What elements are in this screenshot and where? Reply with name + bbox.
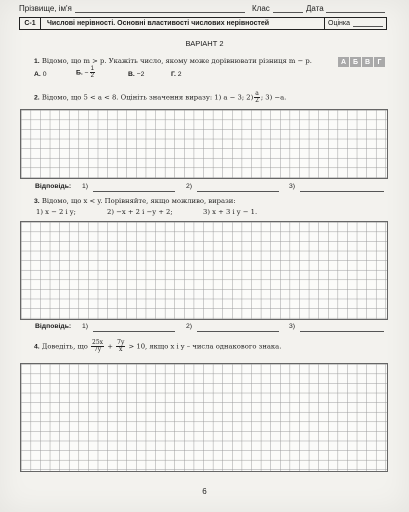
task2-answer-2-label: 2) — [186, 183, 193, 190]
answer-cell-a[interactable]: А — [338, 57, 350, 67]
task1-option-b: Б. − $\frac{1}{2}$ — [76, 66, 94, 79]
task3-answer-2-line[interactable] — [197, 331, 279, 332]
task3-text: 3. Відомо, що x < y. Порівняйте, якщо можливо, вирази: — [34, 197, 236, 205]
task2-answer-label: Відповідь: — [35, 183, 72, 190]
task1-number: 1. — [34, 58, 40, 65]
task3-answer-3-label: 3) — [289, 323, 296, 330]
topic-bar — [19, 17, 387, 30]
task2-answer-1-label: 1) — [82, 183, 89, 190]
date-field-line[interactable] — [326, 12, 385, 13]
variant-title: ВАРІАНТ 2 — [185, 39, 224, 48]
grade-line — [353, 20, 383, 27]
topic-code: С-1 — [20, 18, 41, 29]
answer-cell-g[interactable]: Г — [374, 57, 386, 67]
task3-answer-3-line[interactable] — [300, 331, 384, 332]
task2-answer-1-line[interactable] — [93, 191, 175, 192]
answer-cell-v[interactable]: В — [362, 57, 374, 67]
task4-work-grid[interactable] — [20, 363, 388, 472]
task3-answer-1-line[interactable] — [93, 331, 175, 332]
task2-text: 2. Відомо, що 5 < a < 8. Оцініть значення виразу: 1) a − 3; 2) $\frac{a}{2}$ ; 3) −a. — [34, 90, 287, 104]
task1-option-v: В. −2 — [128, 71, 145, 78]
class-field-line[interactable] — [273, 12, 303, 13]
task3-work-grid[interactable] — [20, 221, 388, 320]
task2-work-grid[interactable] — [20, 109, 388, 179]
task2-answer-3-line[interactable] — [300, 191, 384, 192]
class-label: Клас — [252, 4, 270, 13]
task3-answer-2-label: 2) — [186, 323, 193, 330]
page-number: 6 — [202, 487, 207, 496]
task2-fraction: $\frac{a}{2}$ — [255, 90, 259, 104]
task3-number: 3. — [34, 198, 40, 205]
task3-answer-1-label: 1) — [82, 323, 89, 330]
task4-fraction-1: $\frac{25x}{7y}$ — [92, 339, 104, 353]
task4-fraction-2: $\frac{7y}{x}$ — [117, 339, 125, 353]
task1-option-g: Г. 2 — [171, 71, 182, 78]
date-label: Дата — [306, 4, 324, 13]
task2-number: 2. — [34, 94, 40, 102]
task1-option-a: А. 0 — [34, 71, 47, 78]
task4-text: 4. Доведіть, що $\frac{25x}{7y}$ + $\frac{7y}{x}$ > 10, якщо x і y – числа однакового знака. — [34, 339, 282, 353]
task3-sub1: 1) x − 2 і y; — [36, 208, 76, 216]
name-field-line[interactable] — [75, 12, 245, 13]
task2-answer-3-label: 3) — [289, 183, 296, 190]
name-label: Прізвище, ім'я — [19, 4, 72, 13]
task3-sub2: 2) −x + 2 і −y + 2; — [107, 208, 173, 216]
grade-field[interactable] — [324, 18, 386, 29]
task4-number: 4. — [34, 343, 40, 351]
task3-answer-label: Відповідь: — [35, 323, 72, 330]
grade-label: Оцінка — [328, 20, 350, 27]
task2-answer-2-line[interactable] — [197, 191, 279, 192]
task1-statement: Відомо, що m > p. Укажіть число, якому може дорівнювати різниця m − p. — [41, 57, 312, 65]
task3-sub3: 3) x + 3 і y − 1. — [203, 208, 258, 216]
task1-text — [34, 57, 312, 65]
answer-cell-b[interactable]: Б — [350, 57, 362, 67]
task1-answer-grid — [338, 57, 386, 67]
topic-title: Числові нерівності. Основні властивості числових нерівностей — [47, 20, 270, 27]
